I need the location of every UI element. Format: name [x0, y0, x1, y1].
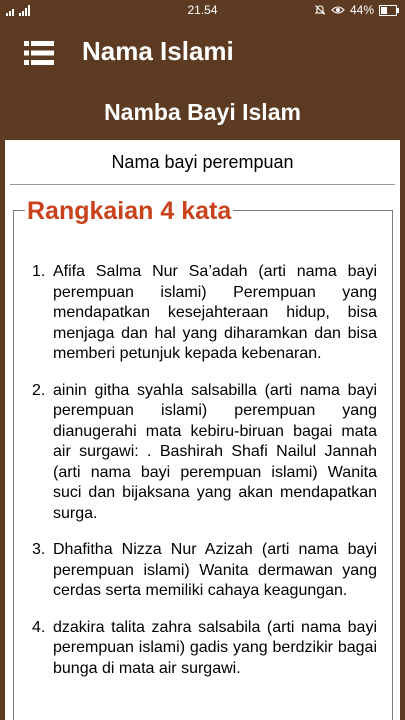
- list-item-number: 2.: [32, 381, 46, 399]
- status-time: 21.54: [187, 3, 218, 17]
- list-item: [32, 618, 377, 680]
- list-item-number: 1.: [32, 263, 46, 280]
- list-item-number: 3.: [32, 541, 46, 558]
- battery-icon: [379, 5, 397, 16]
- app-title: Nama Islami: [82, 36, 234, 66]
- list-item: [32, 540, 377, 602]
- list-item-text: Dhafitha Nizza Nur Azizah (arti nama bayi perempuan islami) Wanita dermawan yang cerdas serta memiliki cahaya keagungan.: [53, 541, 377, 599]
- name-list: [32, 262, 377, 695]
- mute-icon: [314, 4, 326, 16]
- list-item: [32, 381, 377, 525]
- list-item-text: dzakira talita zahra salsabila (arti nama bayi perempuan islami) gadis yang berdzikir bagai bunga di mata air surgawi.: [53, 618, 377, 677]
- status-bar: [0, 0, 405, 22]
- battery-fill: [381, 7, 387, 14]
- group-title: Rangkaian 4 kata: [27, 197, 232, 225]
- section-title: Nama bayi perempuan: [111, 152, 294, 172]
- battery-percent: 44%: [349, 3, 374, 17]
- divider: [10, 184, 395, 185]
- list-item: [32, 262, 377, 365]
- list-item-text: Afifa Salma Nur Sa’adah (arti nama bayi perempuan islami) Perempuan yang mendapatkan kesejahteraan hidup, bisa menjaga dan hal yang diharamkan dan bisa memberi petunjuk kepada kebenaran.: [53, 263, 377, 362]
- list-item-text: ainin githa syahla salsabilla (arti nama bayi perempuan islami) perempuan yang dianugerahi mata kebiru-biruan bagai mata air surgawi: . Bashirah Shafi Nailul Jannah (arti nama bayi perempuan islami) Wanita suci dan bijaksana yang akan mendapatkan surga.: [53, 381, 377, 522]
- eye-icon: [331, 5, 345, 15]
- list-item-number: 4.: [32, 618, 46, 636]
- app-bar: [0, 22, 405, 84]
- content-panel: [5, 140, 400, 720]
- menu-icon[interactable]: [24, 41, 54, 65]
- sub-header: Namba Bayi Islam: [104, 99, 301, 125]
